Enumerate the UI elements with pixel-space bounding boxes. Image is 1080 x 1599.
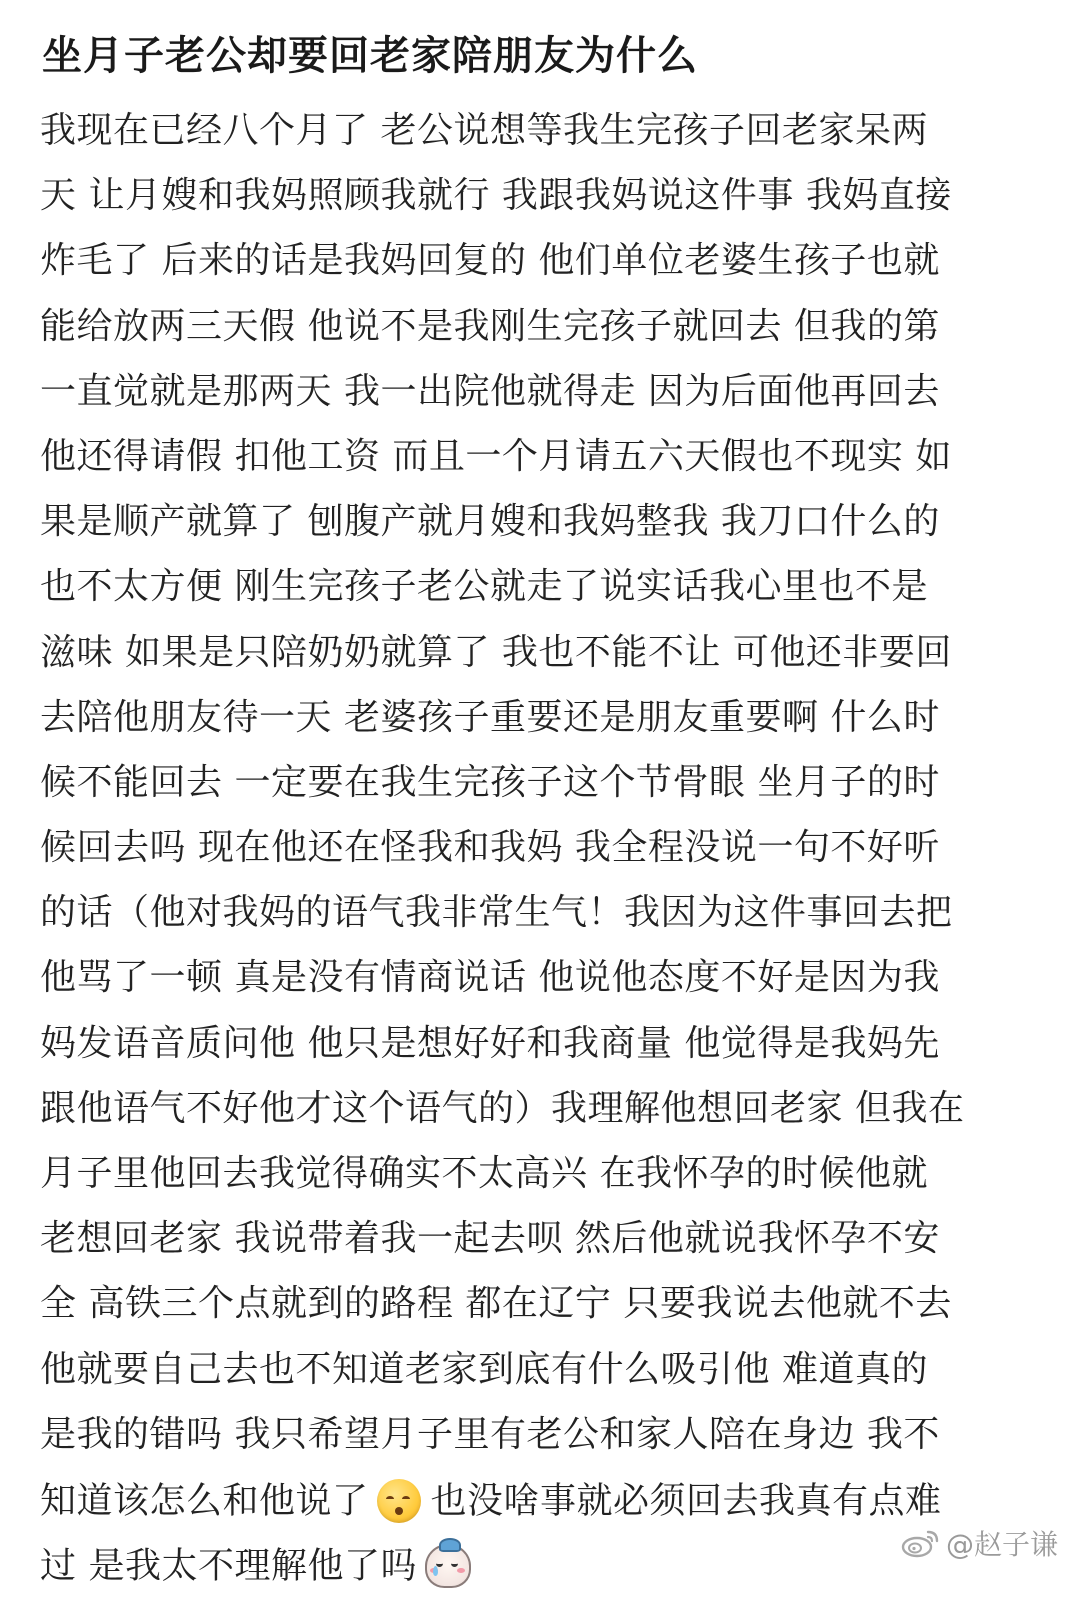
body-line: 果是顺产就算了 刨腹产就月嫂和我妈整我 我刀口什么的 bbox=[40, 501, 940, 543]
weibo-watermark bbox=[900, 1523, 1058, 1563]
body-text-segment: 知道该怎么和他说了 bbox=[40, 1480, 369, 1522]
body-text-segment: 过 是我太不理解他了吗 bbox=[40, 1545, 417, 1587]
body-line bbox=[40, 1467, 1040, 1532]
body-line: 候不能回去 一定要在我生完孩子这个节骨眼 坐月子的时 bbox=[40, 761, 940, 803]
body-line: 我现在已经八个月了 老公说想等我生完孩子回老家呆两 bbox=[40, 110, 928, 151]
body-line: 也不太方便 刚生完孩子老公就走了说实话我心里也不是 bbox=[40, 566, 928, 608]
body-line: 他就要自己去也不知道老家到底有什么吸引他 难道真的 bbox=[40, 1348, 928, 1390]
body-line: 去陪他朋友待一天 老婆孩子重要还是朋友重要啊 什么时 bbox=[40, 696, 940, 738]
body-line: 他还得请假 扣他工资 而且一个月请五六天假也不现实 如 bbox=[40, 435, 952, 477]
post-body bbox=[40, 98, 1040, 1597]
watermark-username: @赵子谦 bbox=[945, 1528, 1058, 1561]
sighing-face-emoji-icon bbox=[377, 1479, 421, 1523]
body-line: 一直觉就是那两天 我一出院他就得走 因为后面他再回去 bbox=[40, 370, 940, 412]
weibo-logo-icon bbox=[900, 1528, 940, 1558]
post-title: 坐月子老公却要回老家陪朋友为什么 bbox=[42, 33, 698, 79]
body-line: 全 高铁三个点就到的路程 都在辽宁 只要我说去他就不去 bbox=[40, 1283, 952, 1325]
body-line: 老想回老家 我说带着我一起去呗 然后他就说我怀孕不安 bbox=[40, 1218, 940, 1260]
body-line: 炸毛了 后来的话是我妈回复的 他们单位老婆生孩子也就 bbox=[40, 240, 940, 282]
body-line: 妈发语音质问他 他只是想好好和我商量 他觉得是我妈先 bbox=[40, 1022, 940, 1064]
body-line: 跟他语气不好他才这个语气的）我理解他想回老家 但我在 bbox=[40, 1087, 965, 1129]
body-line: 的话（他对我妈的语气我非常生气！我因为这件事回去把 bbox=[40, 892, 953, 934]
crying-bun-emoji-icon bbox=[425, 1544, 471, 1588]
body-line: 他骂了一顿 真是没有情商说话 他说他态度不好是因为我 bbox=[40, 957, 940, 999]
body-line: 候回去吗 现在他还在怪我和我妈 我全程没说一句不好听 bbox=[40, 827, 940, 869]
body-line: 能给放两三天假 他说不是我刚生完孩子就回去 但我的第 bbox=[40, 305, 940, 347]
body-line: 月子里他回去我觉得确实不太高兴 在我怀孕的时候他就 bbox=[40, 1153, 928, 1194]
body-line: 滋味 如果是只陪奶奶就算了 我也不能不让 可他还非要回 bbox=[40, 631, 952, 673]
body-text-segment: 也没啥事就必须回去我真有点难 bbox=[430, 1480, 942, 1522]
body-line: 是我的错吗 我只希望月子里有老公和家人陪在身边 我不 bbox=[40, 1413, 940, 1455]
body-line: 天 让月嫂和我妈照顾我就行 我跟我妈说这件事 我妈直接 bbox=[40, 175, 952, 217]
body-line bbox=[40, 1532, 1040, 1597]
